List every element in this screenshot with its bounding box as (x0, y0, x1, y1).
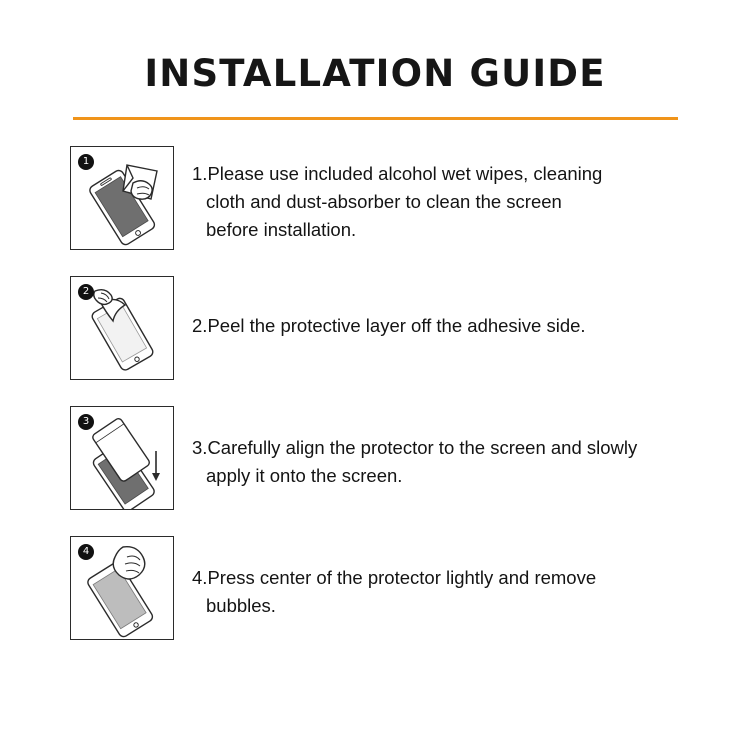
step-line-1: Peel the protective layer off the adhesive side. (207, 315, 586, 336)
step-text-4 (192, 536, 596, 620)
step-number: 3. (192, 437, 208, 458)
step-line-2: cloth and dust-absorber to clean the screen (206, 191, 562, 212)
list-item (70, 146, 680, 250)
step-line-3: before installation. (206, 219, 357, 240)
title-divider (73, 117, 678, 120)
step-number: 2. (192, 315, 208, 336)
steps-list (0, 146, 750, 640)
step-text-1 (192, 146, 602, 244)
step-badge: 1 (78, 154, 94, 170)
step-number: 1. (192, 163, 208, 184)
step-line-1: Press center of the protector lightly and remove (207, 567, 597, 588)
step-line-1: Carefully align the protector to the screen and slowly (207, 437, 638, 458)
step-number: 4. (192, 567, 208, 588)
step-badge: 3 (78, 414, 94, 430)
step-line-1: Please use included alcohol wet wipes, cleaning (207, 163, 603, 184)
step-line-2: apply it onto the screen. (206, 465, 403, 486)
step-badge: 4 (78, 544, 94, 560)
step-illustration-2 (70, 276, 174, 380)
title-block (0, 0, 750, 120)
step-line-2: bubbles. (206, 595, 276, 616)
list-item (70, 536, 680, 640)
step-illustration-1 (70, 146, 174, 250)
step-text-2 (192, 276, 586, 340)
step-illustration-4 (70, 536, 174, 640)
step-text-3 (192, 406, 637, 490)
step-illustration-3 (70, 406, 174, 510)
list-item (70, 276, 680, 380)
page-title: INSTALLATION GUIDE (144, 52, 606, 95)
list-item (70, 406, 680, 510)
step-badge: 2 (78, 284, 94, 300)
